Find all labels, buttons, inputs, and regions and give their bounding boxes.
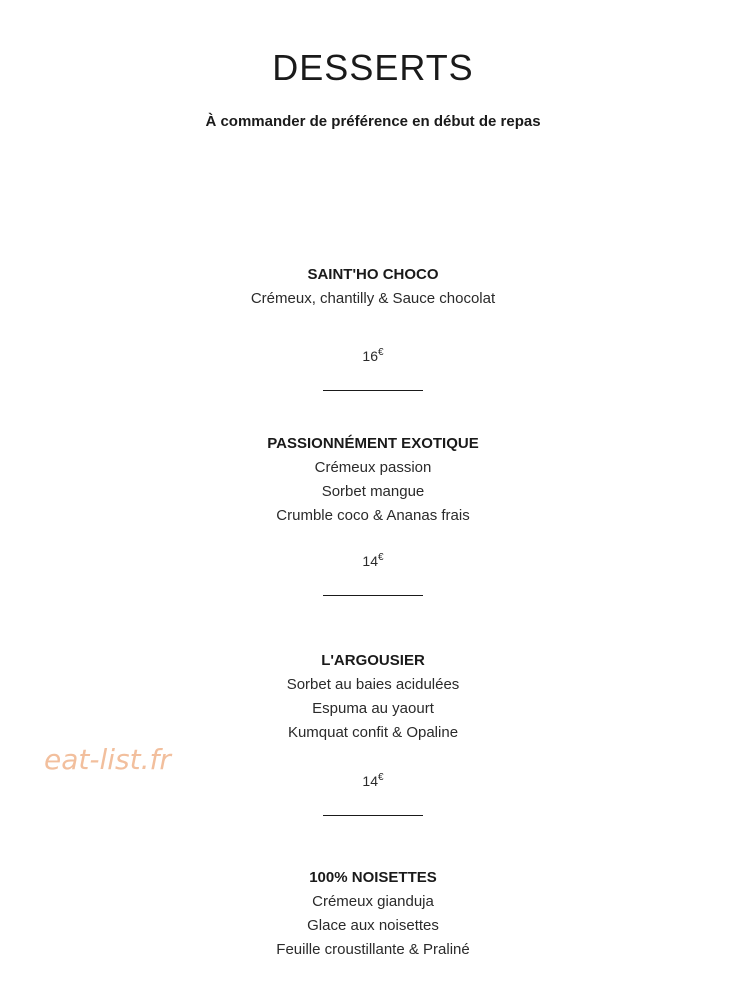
item-description: Sorbet au baies acidulées <box>286 676 460 693</box>
item-price <box>0 551 746 571</box>
currency-symbol: € <box>378 772 384 783</box>
item-name: PASSIONNÉMENT EXOTIQUE <box>267 435 479 452</box>
page-subtitle: À commander de préférence en début de repas <box>205 113 541 130</box>
item-description: Glace aux noisettes <box>307 917 439 934</box>
item-description: Sorbet mangue <box>321 483 425 500</box>
menu-item-saint-ho-choco <box>0 263 746 391</box>
item-description: Kumquat confit & Opaline <box>287 724 459 741</box>
currency-symbol: € <box>378 347 384 358</box>
menu-item-passionnement-exotique <box>0 432 746 596</box>
menu-item-l-argousier <box>0 649 746 816</box>
divider <box>323 815 423 816</box>
item-description: Crémeux passion <box>314 459 432 476</box>
price-value: 14 <box>362 553 378 569</box>
item-name: 100% NOISETTES <box>309 869 437 886</box>
price-value: 16 <box>362 348 378 364</box>
price-value: 14 <box>362 773 378 789</box>
item-description: Crémeux, chantilly & Sauce chocolat <box>250 290 496 307</box>
item-name: L'ARGOUSIER <box>321 652 425 669</box>
item-description: Crumble coco & Ananas frais <box>276 507 470 524</box>
currency-symbol: € <box>378 552 384 563</box>
item-price <box>0 346 746 366</box>
page-title: DESSERTS <box>272 47 474 88</box>
divider <box>323 390 423 391</box>
divider <box>323 595 423 596</box>
item-name: SAINT'HO CHOCO <box>307 266 439 283</box>
item-description: Feuille croustillante & Praliné <box>276 941 470 958</box>
menu-item-100-noisettes <box>0 866 746 962</box>
item-description: Espuma au yaourt <box>312 700 434 717</box>
watermark-text: eat-list.fr <box>44 743 171 776</box>
item-description: Crémeux gianduja <box>312 893 434 910</box>
